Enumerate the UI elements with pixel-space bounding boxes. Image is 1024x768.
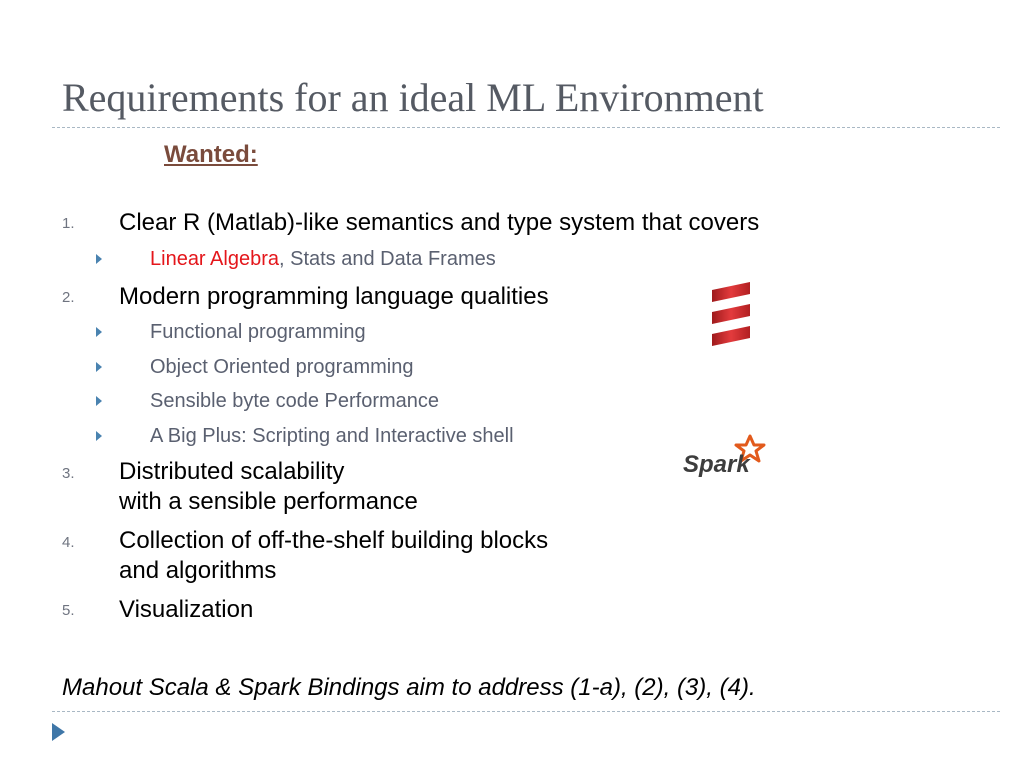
spark-logo [680, 434, 770, 483]
wanted-heading: Wanted: [164, 141, 258, 168]
item-number-2: 2. [62, 289, 75, 306]
sub-bullet-arrow-icon [96, 396, 102, 406]
play-icon[interactable] [52, 723, 65, 741]
item-number-5: 5. [62, 602, 75, 619]
sub-bullet-arrow-icon [96, 431, 102, 441]
item-text-5: Visualization [119, 596, 254, 623]
item-text-2: Modern programming language qualities [119, 283, 549, 310]
sub-bullet-arrow-icon [96, 327, 102, 337]
sub-bullet-arrow-icon [96, 254, 102, 264]
subitem-linear-algebra [150, 246, 496, 272]
subitem-oop: Object Oriented programming [150, 356, 414, 378]
item-text-3-line1: Distributed scalability [119, 458, 345, 485]
closing-statement: Mahout Scala & Spark Bindings aim to address (1-a), (2), (3), (4). [62, 674, 756, 701]
slide-title: Requirements for an ideal ML Environment [62, 75, 764, 120]
subitem-bytecode: Sensible byte code Performance [150, 390, 440, 412]
spark-star-icon [680, 434, 770, 478]
item-text-1: Clear R (Matlab)-like semantics and type system that covers [119, 209, 760, 236]
item-number-3: 3. [62, 465, 75, 482]
item-text-3-line2: with a sensible performance [119, 488, 418, 515]
subitem-linear-algebra-rest: , Stats and Data Frames [278, 248, 496, 270]
footer-divider [52, 711, 1000, 712]
spark-logo-text: Spark [683, 451, 750, 478]
title-divider [52, 127, 1000, 128]
item-number-4: 4. [62, 534, 75, 551]
item-number-1: 1. [62, 215, 75, 232]
sub-bullet-arrow-icon [96, 362, 102, 372]
highlight-linear-algebra: Linear Algebra [150, 248, 279, 270]
item-text-4-line2: and algorithms [119, 557, 277, 584]
subitem-scripting: A Big Plus: Scripting and Interactive shell [150, 425, 514, 447]
item-text-4-line1: Collection of off-the-shelf building blocks [119, 527, 549, 554]
subitem-functional: Functional programming [150, 321, 366, 343]
scala-logo-icon [708, 280, 754, 346]
